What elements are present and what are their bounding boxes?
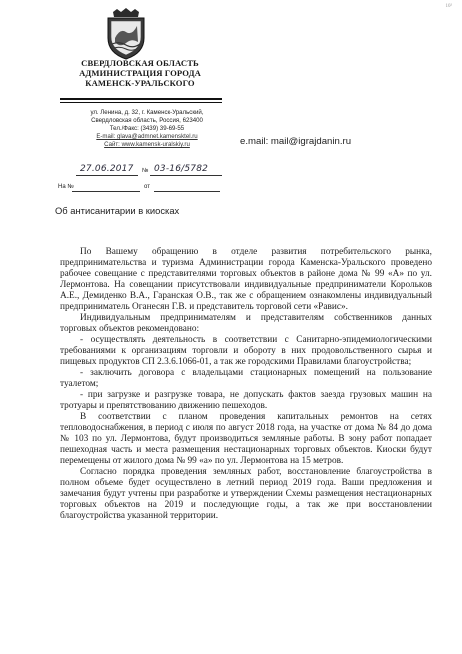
city-coat-of-arms-icon bbox=[105, 8, 147, 60]
org-line: СВЕРДЛОВСКАЯ ОБЛАСТЬ bbox=[81, 58, 199, 68]
recipient-email[interactable]: e.mail: mail@igrajdanin.ru bbox=[240, 136, 352, 147]
date-line bbox=[76, 175, 138, 176]
number-line bbox=[150, 175, 222, 176]
phone-line: Тел./Факс: (3439) 39-69-55 bbox=[109, 125, 185, 132]
letterhead-divider-thin bbox=[60, 102, 222, 103]
body-paragraph: В соответствии с планом проведения капитальных ремонтов на сетях тепловодоснабжения, в период с июля по август 2018 года, на участке от дома № 84 до дома № 103 по ул. Лермонтова, будут производиться земляные работы. В зону работ попадает пешеходная часть и места размещения нестационарных торговых объектов. Киоски будут перемещены от жилого дома № 99 «а» по ул. Лермонтова на 15 метров. bbox=[60, 412, 432, 466]
reference-number-line bbox=[72, 191, 140, 192]
address-line: ул. Ленина, д. 32, г. Каменск-Уральский, bbox=[90, 109, 204, 116]
handwritten-number: 03-16/5782 bbox=[154, 164, 209, 174]
body-paragraph: Согласно порядка проведения земляных работ, восстановление благоустройства в полном объеме будет осуществлено в летний период 2019 года. Ваши предложения и замечания будут учтены при разработке и утверждении Схемы размещения нестационарных торговых объектов на 2019 и последующие годы, а так же при восстановлении благоустройства указанной территории. bbox=[60, 467, 432, 521]
body-paragraph: - заключить договора с владельцами стационарных помещений на пользование туалетом; bbox=[60, 368, 432, 389]
org-line: АДМИНИСТРАЦИЯ ГОРОДА bbox=[79, 68, 201, 78]
registration-row bbox=[58, 164, 223, 176]
body-paragraph: - при загрузке и разгрузке товара, не допускать фактов заезда грузовых машин на тротуары и препятствованию движению пешеходов. bbox=[60, 390, 432, 411]
reference-label: На № bbox=[58, 184, 74, 190]
number-label: № bbox=[142, 168, 149, 174]
body-paragraph: По Вашему обращению в отделе развития потребительского рынка, предпринимательства и туризма Администрации города Каменска-Уральского проведено рабочее совещание с представителями торговых объектов в районе дома № 99 «А» по ул. Лермонтова. На совещании присутствовали индивидуальные предприниматели Корольков А.Е., Демиденко В.А., Гаранская О.В., так же с обращением ознакомлены индивидуальный предприниматель Оганесян Г.В. и представитель торговой сети «Равис». bbox=[60, 247, 432, 312]
reference-date-line bbox=[154, 191, 220, 192]
organization-name bbox=[60, 58, 220, 88]
sender-contacts bbox=[72, 109, 222, 149]
sender-website-link[interactable]: Сайт: www.kamensk-uralskiy.ru bbox=[104, 141, 190, 148]
sender-email-link[interactable]: E-mail: glava@admnet.kamensktel.ru bbox=[96, 133, 198, 140]
handwritten-date: 27.06.2017 bbox=[80, 164, 134, 174]
letter-subject: Об антисанитарии в киосках bbox=[55, 205, 180, 216]
reference-from-label: от bbox=[144, 184, 150, 190]
letterhead-divider bbox=[60, 98, 222, 100]
letter-body bbox=[60, 247, 432, 522]
org-line: КАМЕНСК-УРАЛЬСКОГО bbox=[85, 78, 195, 88]
address-line: Свердловская область, Россия, 623400 bbox=[91, 117, 203, 124]
reference-row bbox=[58, 180, 223, 192]
body-paragraph: Индивидуальным предпринимателям и представителям собственников данных торговых объектов рекомендовано: bbox=[60, 313, 432, 334]
body-paragraph: - осуществлять деятельность в соответствии с Санитарно-эпидемиологическими требованиями к организациям торговли и обороту в них продовольственного сырья и пищевых продуктов СП 2.3.6.1066-01, а так же городскими Правилами благоустройства; bbox=[60, 335, 432, 367]
corner-mark: 10² bbox=[445, 4, 452, 9]
